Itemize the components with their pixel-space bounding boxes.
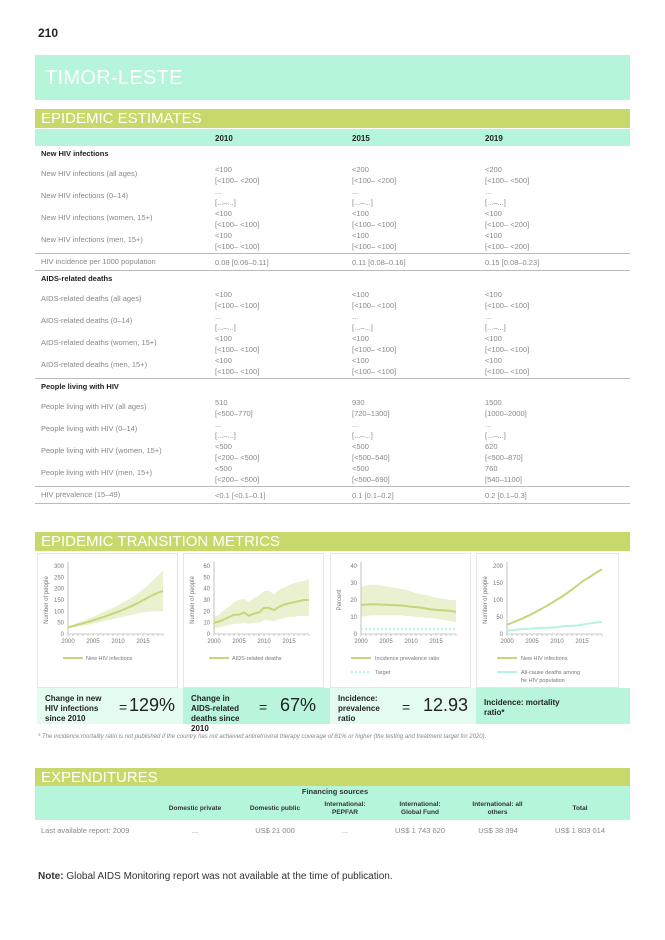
page-number: 210 xyxy=(38,26,59,40)
y-tick-label: 30 xyxy=(350,581,357,587)
x-tick-label: 2015 xyxy=(282,639,296,645)
x-tick-label: 2010 xyxy=(111,639,125,645)
divider xyxy=(35,270,630,271)
metric-equals: = xyxy=(119,699,128,715)
cell-value: 930 [720–1300] xyxy=(352,398,390,418)
x-tick-label: 2000 xyxy=(61,639,75,645)
table-row xyxy=(35,230,630,252)
row-label: People living with HIV (all ages) xyxy=(41,402,147,411)
row-label: HIV prevalence (15–49) xyxy=(41,490,121,499)
country-banner xyxy=(35,55,630,100)
cell-value: <500 [<500–540] xyxy=(352,442,390,462)
group-title: People living with HIV xyxy=(41,382,119,391)
x-tick-label: 2010 xyxy=(550,639,564,645)
row-label: New HIV infections (all ages) xyxy=(41,169,138,178)
y-tick-label: 250 xyxy=(53,575,64,582)
expenditure-header xyxy=(35,786,630,820)
x-tick-label: 2000 xyxy=(207,639,221,645)
y-axis-label: Percent xyxy=(337,589,343,611)
y-tick-label: 200 xyxy=(492,564,503,570)
value-global-fund: US$ 1 743 620 xyxy=(394,826,446,835)
cell-value: <100 [<100– <100] xyxy=(215,290,260,310)
cell-value: <200 [<100– <200] xyxy=(352,165,397,185)
cell-value: <100 [<100– <100] xyxy=(485,290,530,310)
col-global-fund: International: Global Fund xyxy=(399,801,441,816)
cell-value: <100 [<100– <200] xyxy=(485,231,530,251)
legend-label: Target xyxy=(375,670,391,676)
chart-incidence-mortality xyxy=(476,553,619,688)
metric-incidence-prevalence xyxy=(330,688,476,724)
legend-label: Incidence prevalence ratio xyxy=(375,656,440,662)
year-header xyxy=(35,129,630,146)
uncertainty-band xyxy=(68,571,163,629)
cell-value: ... [...–...] xyxy=(485,312,506,332)
table-row xyxy=(35,333,630,355)
row-label: New HIV infections (women, 15+) xyxy=(41,213,153,222)
metric-equals: = xyxy=(259,699,268,715)
y-tick-label: 20 xyxy=(350,598,357,604)
y-tick-label: 10 xyxy=(350,615,357,621)
row-label: People living with HIV (men, 15+) xyxy=(41,468,153,477)
legend-label: AIDS-related deaths xyxy=(232,656,282,662)
section-epidemic-estimates xyxy=(35,109,630,128)
value-domestic-private: ... xyxy=(191,826,199,835)
row-label: People living with HIV (0–14) xyxy=(41,424,138,433)
metric-label: Change in AIDS-related deaths since 2010 xyxy=(191,694,240,733)
row-label: New HIV infections (0–14) xyxy=(41,191,129,200)
cell-value: 0.11 [0.08–0.16] xyxy=(352,258,406,267)
cell-value: ... [...–...] xyxy=(215,312,236,332)
y-tick-label: 0 xyxy=(60,632,64,638)
metric-label: Incidence: prevalence ratio xyxy=(338,694,380,723)
row-label: AIDS-related deaths (women, 15+) xyxy=(41,338,157,347)
y-axis-label: Number of people xyxy=(190,576,196,624)
chart-new-infections xyxy=(37,553,178,688)
row-label: AIDS-related deaths (all ages) xyxy=(41,294,142,303)
cell-value: <100 [<100– <100] xyxy=(352,209,397,229)
y-tick-label: 0 xyxy=(353,632,357,638)
table-row xyxy=(35,186,630,208)
table-row xyxy=(35,463,630,485)
metric-equals: = xyxy=(402,699,411,715)
cell-value: 760 [540–1100] xyxy=(485,464,522,484)
row-label: AIDS-related deaths (men, 15+) xyxy=(41,360,148,369)
chart-aids-deaths xyxy=(183,553,324,688)
cell-value: ... [...–...] xyxy=(215,187,236,207)
y-tick-label: 150 xyxy=(492,581,503,587)
y-tick-label: 50 xyxy=(496,615,503,621)
cell-value: 510 [<500–770] xyxy=(215,398,253,418)
y-tick-label: 150 xyxy=(53,598,64,604)
x-tick-label: 2005 xyxy=(525,639,539,645)
divider xyxy=(35,378,630,379)
cell-value: <100 [<100– <100] xyxy=(215,334,260,354)
legend-label: New HIV infections xyxy=(86,656,133,662)
table-row xyxy=(35,441,630,463)
y-tick-label: 100 xyxy=(53,609,64,616)
cell-value: <200 [<100– <500] xyxy=(485,165,530,185)
metric-value: 129% xyxy=(128,695,175,715)
cell-value: <100 [<100– <100] xyxy=(352,231,397,251)
cell-value: 0.15 [0.08–0.23] xyxy=(485,258,540,267)
cell-value: <100 [<100– <100] xyxy=(485,356,530,376)
y-tick-label: 50 xyxy=(57,620,64,627)
x-tick-label: 2005 xyxy=(86,639,100,645)
divider xyxy=(35,253,630,254)
cell-value: 0.1 [0.1–0.2] xyxy=(352,491,394,500)
y-tick-label: 200 xyxy=(53,586,64,593)
uncertainty-band xyxy=(214,580,309,629)
cell-value: <500 [<500–690] xyxy=(352,464,390,484)
note-text: Global AIDS Monitoring report was not available at the time of publication. xyxy=(63,871,393,882)
cell-value: ... [...–...] xyxy=(485,420,506,440)
footnote: * The incidence:mortality ratio is not published if the country has not achieved antiretroviral therapy coverage of 81% or higher (the testing and treatment target for 2020). xyxy=(38,734,487,740)
y-tick-label: 0 xyxy=(206,632,210,638)
table-row xyxy=(35,311,630,333)
chart-incidence-prevalence xyxy=(330,553,471,688)
section-title: EPIDEMIC ESTIMATES xyxy=(41,110,202,127)
row-label: New HIV infections (men, 15+) xyxy=(41,235,143,244)
cell-value: <100 [<100– <100] xyxy=(352,356,397,376)
cell-value: <100 [<100– <200] xyxy=(215,165,260,185)
x-tick-label: 2015 xyxy=(429,639,443,645)
value-total: US$ 1 803 014 xyxy=(554,826,606,835)
cell-value: ... [...–...] xyxy=(215,420,236,440)
cell-value: <100 [<100– <200] xyxy=(485,209,530,229)
cell-value: <100 [<100– <100] xyxy=(215,231,260,251)
cell-value: <100 [<100– <100] xyxy=(352,334,397,354)
table-row xyxy=(35,419,630,441)
x-tick-label: 2010 xyxy=(404,639,418,645)
col-pepfar: International: PEPFAR xyxy=(324,801,366,816)
section-title: EXPENDITURES xyxy=(41,769,158,786)
y-tick-label: 10 xyxy=(203,620,210,627)
group-title: AIDS-related deaths xyxy=(41,274,113,283)
cell-value: 0.08 [0.06–0.11] xyxy=(215,258,269,267)
table-row xyxy=(35,208,630,230)
y-tick-label: 0 xyxy=(499,632,503,638)
y-axis-label: Number of people xyxy=(483,576,489,624)
y-tick-label: 20 xyxy=(203,609,210,616)
value-pepfar: ... xyxy=(341,826,349,835)
y-tick-label: 100 xyxy=(492,598,503,604)
legend-label: he HIV population xyxy=(521,678,565,684)
col-all-others: International: all others xyxy=(472,801,523,816)
cell-value: ... [...–...] xyxy=(352,312,373,332)
cell-value: 620 [<500–870] xyxy=(485,442,523,462)
col-domestic-private: Domestic private xyxy=(168,805,222,812)
section-transition-metrics xyxy=(35,532,630,551)
row-label: AIDS-related deaths (0–14) xyxy=(41,316,133,325)
series-line xyxy=(507,569,602,624)
cell-value: ... [...–...] xyxy=(485,187,506,207)
value-all-others: US$ 38 394 xyxy=(478,826,518,835)
cell-value: 0.2 [0.1–0.3] xyxy=(485,491,527,500)
country-title: TIMOR-LESTE xyxy=(45,67,183,89)
metric-value: 67% xyxy=(279,695,316,715)
y-axis-label: Number of people xyxy=(44,576,50,624)
note-label: Note: xyxy=(38,871,64,882)
series-line xyxy=(507,622,602,631)
table-row xyxy=(35,289,630,311)
metric-incidence-mortality xyxy=(476,688,630,724)
cell-value: ... [...–...] xyxy=(352,420,373,440)
row-label: Last available report: 2009 xyxy=(41,826,130,835)
y-tick-label: 40 xyxy=(350,564,357,570)
value-domestic-public: US$ 21 000 xyxy=(255,826,295,835)
x-tick-label: 2010 xyxy=(257,639,271,645)
cell-value: ... [...–...] xyxy=(352,187,373,207)
x-tick-label: 2000 xyxy=(354,639,368,645)
y-tick-label: 40 xyxy=(203,586,210,593)
cell-value: <100 [<100– <100] xyxy=(215,209,260,229)
divider xyxy=(35,503,630,504)
group-title: New HIV infections xyxy=(41,149,109,158)
financing-sources-label: Financing sources xyxy=(301,787,369,796)
y-tick-label: 60 xyxy=(203,564,210,570)
row-label: HIV incidence per 1000 population xyxy=(41,257,156,266)
y-tick-label: 30 xyxy=(203,598,210,604)
legend-label: All-cause deaths among xyxy=(521,670,581,676)
cell-value: <500 [<200– <500] xyxy=(215,442,260,462)
metric-label: Incidence: mortality ratio* xyxy=(484,698,560,717)
table-row xyxy=(35,397,630,419)
table-row xyxy=(35,164,630,186)
year-2015: 2015 xyxy=(352,134,370,143)
col-total: Total xyxy=(572,805,588,812)
x-tick-label: 2005 xyxy=(232,639,246,645)
x-tick-label: 2015 xyxy=(575,639,589,645)
cell-value: <100 [<100– <100] xyxy=(352,290,397,310)
legend-label: New HIV infections xyxy=(521,656,568,662)
x-tick-label: 2005 xyxy=(379,639,393,645)
metric-value: 12.93 xyxy=(422,695,468,715)
note xyxy=(38,871,393,882)
cell-value: <500 [<200– <500] xyxy=(215,464,260,484)
y-tick-label: 50 xyxy=(203,575,210,582)
col-domestic-public: Domestic public xyxy=(249,805,301,812)
year-2010: 2010 xyxy=(215,134,233,143)
cell-value: <0.1 [<0.1–0.1] xyxy=(215,491,266,500)
table-row xyxy=(35,355,630,377)
metric-label: Change in new HIV infections since 2010 xyxy=(45,694,102,723)
x-tick-label: 2015 xyxy=(136,639,150,645)
x-tick-label: 2000 xyxy=(500,639,514,645)
y-tick-label: 300 xyxy=(53,564,64,570)
row-label: People living with HIV (women, 15+) xyxy=(41,446,162,455)
cell-value: <100 [<100– <100] xyxy=(485,334,530,354)
section-expenditures xyxy=(35,768,630,787)
cell-value: <100 [<100– <100] xyxy=(215,356,260,376)
year-2019: 2019 xyxy=(485,134,503,143)
cell-value: 1500 [1000–2000] xyxy=(485,398,527,418)
divider xyxy=(35,486,630,487)
metric-change-new-infections xyxy=(37,688,183,724)
metric-change-deaths xyxy=(183,688,330,733)
section-title: EPIDEMIC TRANSITION METRICS xyxy=(41,533,280,550)
